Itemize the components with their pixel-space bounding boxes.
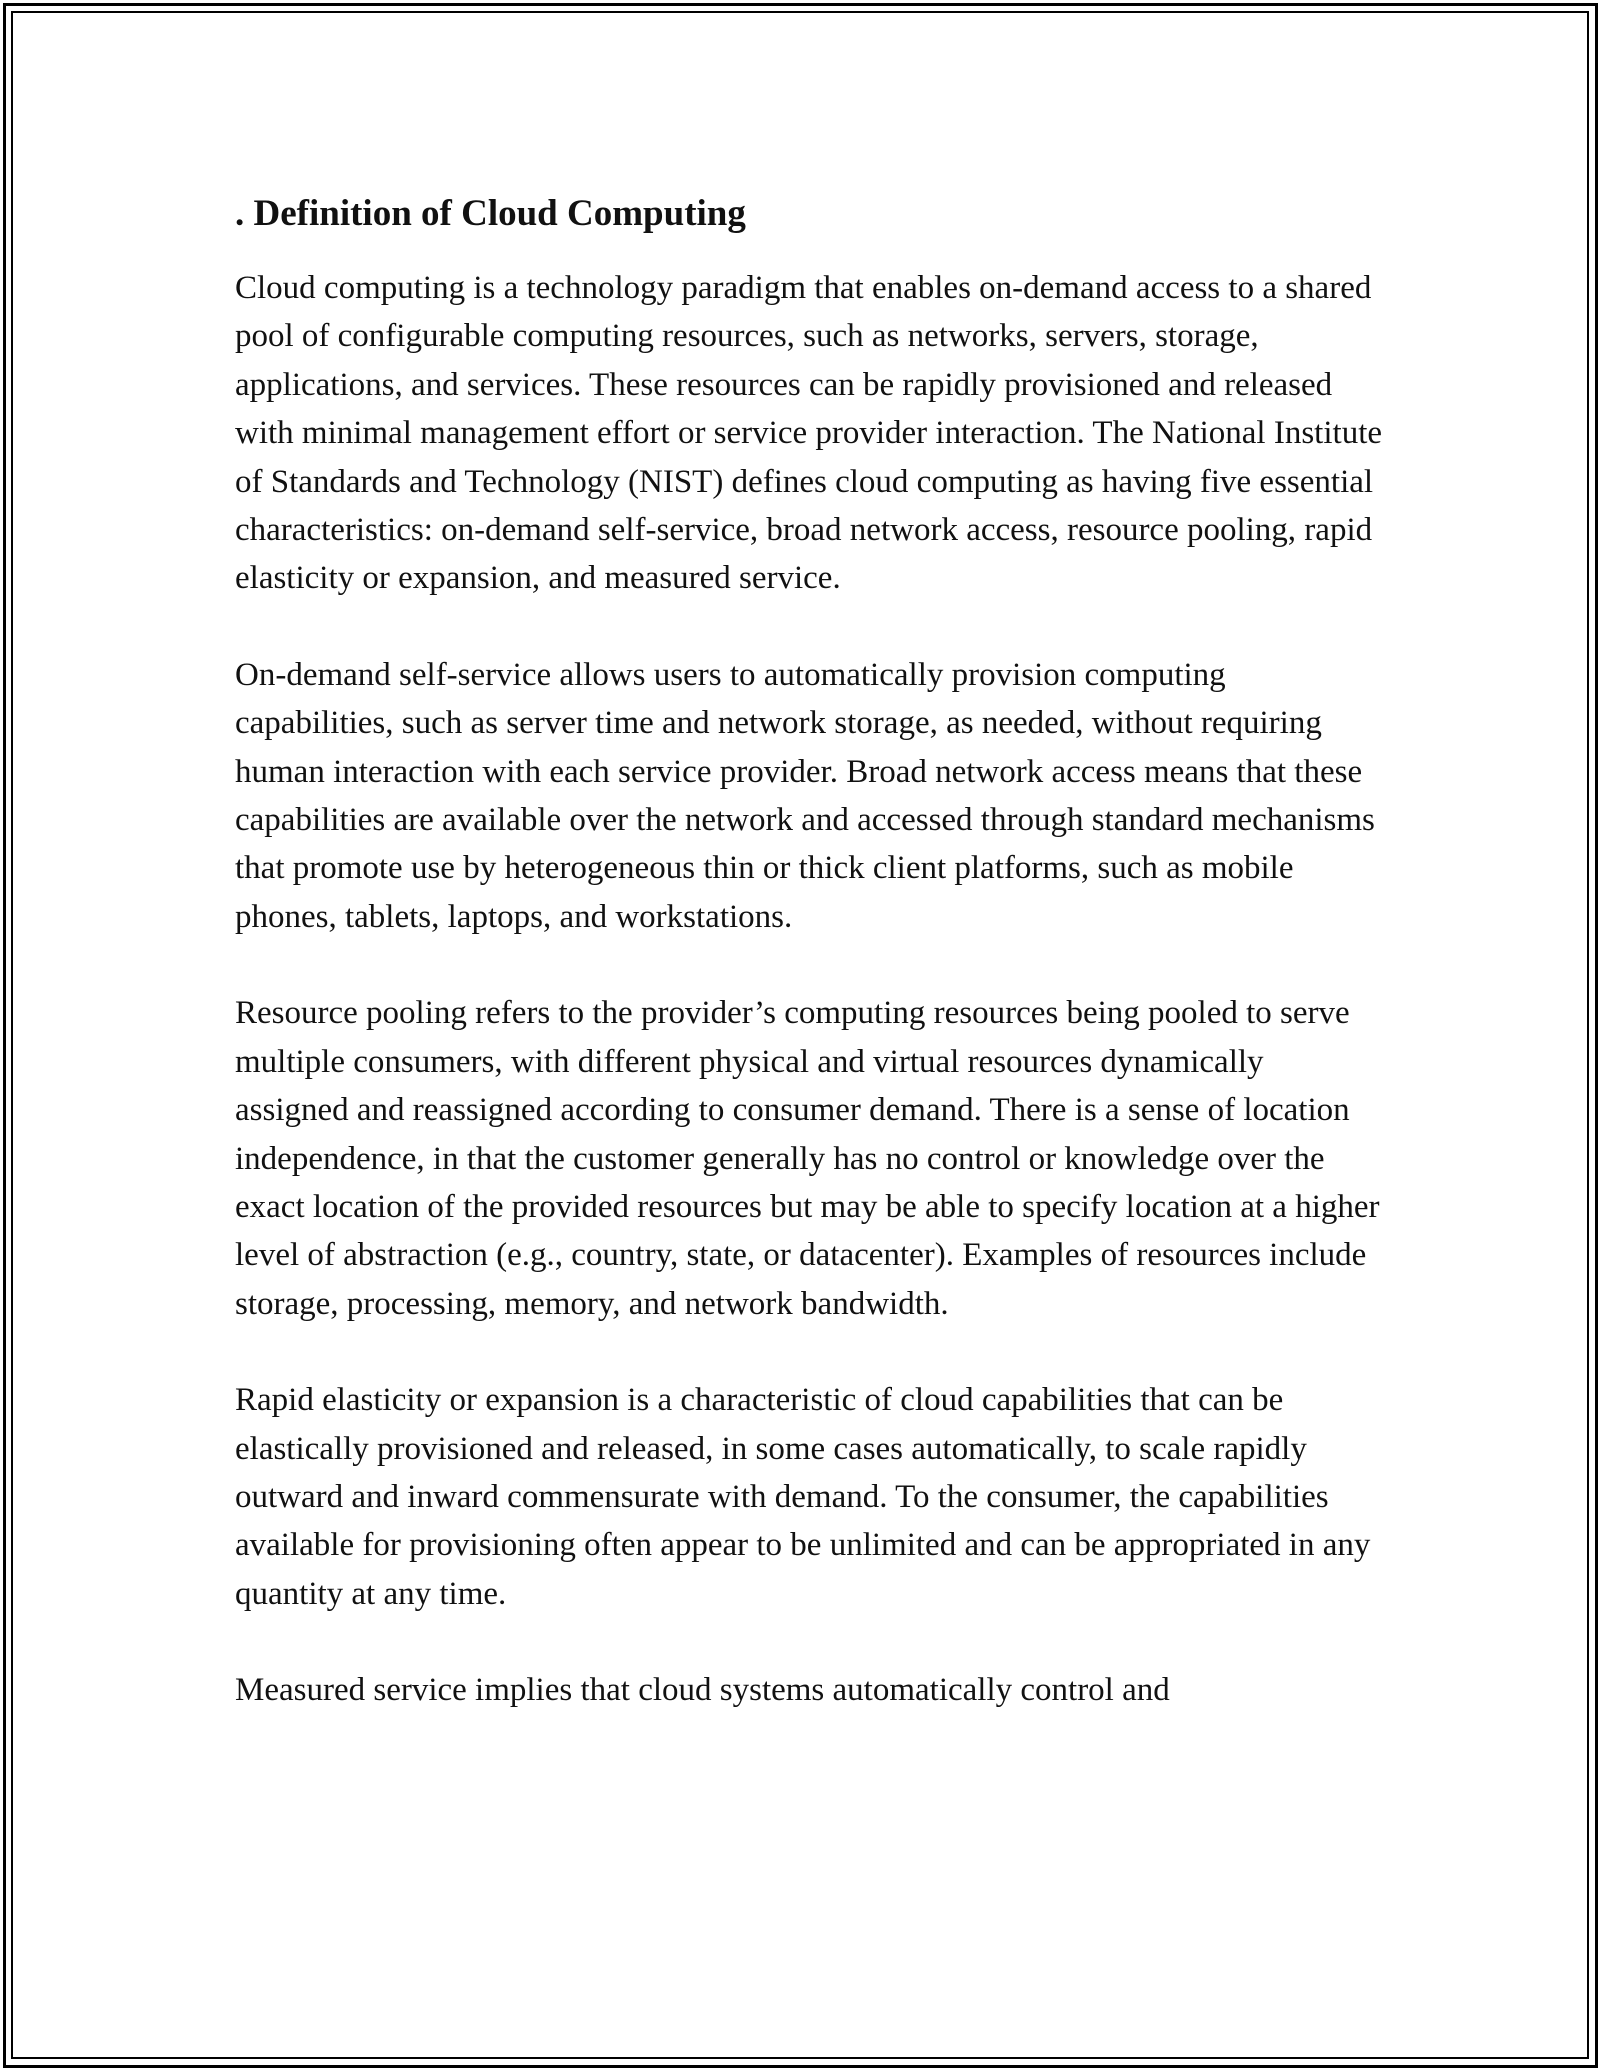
section-heading: . Definition of Cloud Computing xyxy=(235,193,746,234)
paragraph-resource-pooling: Resource pooling refers to the provider’s computing resources being pooled to serve multiple consumers, with different physical and virtual resources dynamically assigned and reassigned according to consumer demand. There is a sense of location independence, in that the customer generally has no control or knowledge over the exact location of the provided resources but may be able to specify location at a higher level of abstraction (e.g., country, state, or datacenter). Examples of resources include storage, processing, memory, and network bandwidth. xyxy=(235,995,1380,1322)
paragraph-rapid-elasticity: Rapid elasticity or expansion is a characteristic of cloud capabilities that can be elastically provisioned and released, in some cases automatically, to scale rapidly outward and inward commensurate with demand. To the consumer, the capabilities available for provisioning often appear to be unlimited and can be appropriated in any quantity at any time. xyxy=(235,1382,1371,1612)
document-body xyxy=(235,190,1385,1763)
paragraph-self-service: On-demand self-service allows users to automatically provision computing capabilities, such as server time and network storage, as needed, without requiring human interaction with each service provider. Broad network access means that these capabilities are available over the network and accessed through standard mechanisms that promote use by heterogeneous thin or thick client platforms, such as mobile phones, tablets, laptops, and workstations. xyxy=(235,656,1375,935)
paragraph-measured-service: Measured service implies that cloud systems automatically control and xyxy=(235,1672,1170,1709)
paragraph-definition: Cloud computing is a technology paradigm that enables on-demand access to a shared pool of configurable computing resources, such as networks, servers, storage, applications, and services. These resources can be rapidly provisioned and released with minimal management effort or service provider interaction. The National Institute of Standards and Technology (NIST) defines cloud computing as having five essential characteristics: on-demand self-service, broad network access, resource pooling, rapid elasticity or expansion, and measured service. xyxy=(235,270,1383,597)
